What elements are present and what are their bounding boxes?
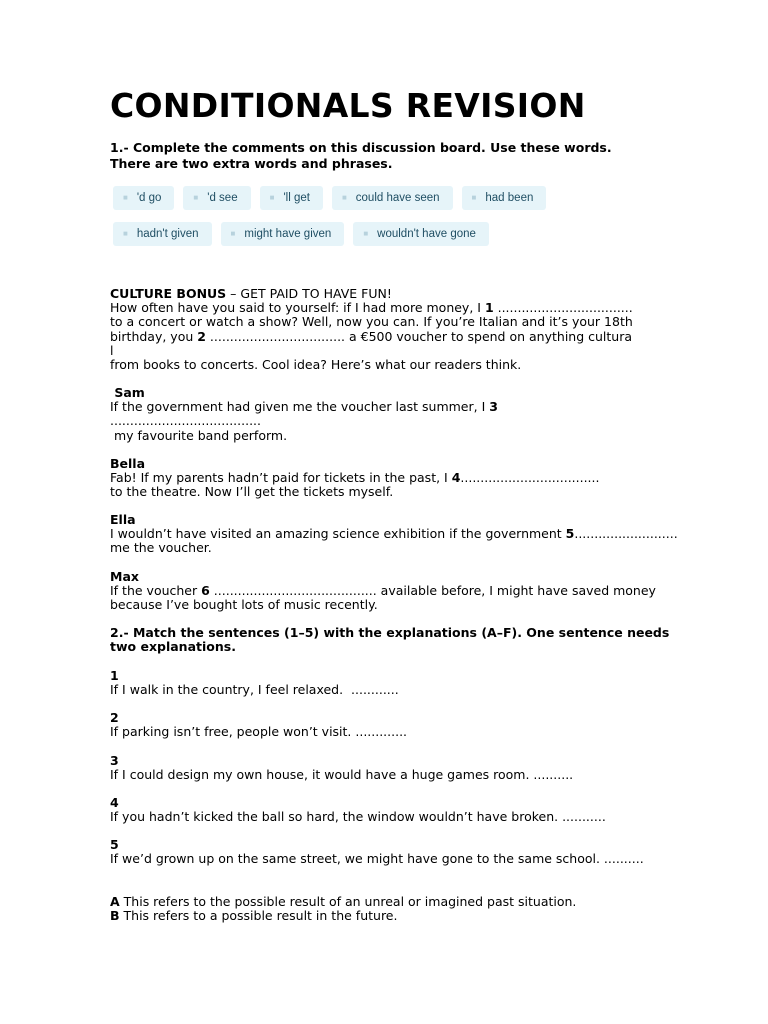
sentence-4: 4 If you hadn’t kicked the ball so hard, the window wouldn’t have broken. ...........: [110, 795, 606, 825]
article-text: CULTURE BONUS – GET PAID TO HAVE FUN! How often have you said to yourself: if I had more money, I 1 .................................. to a concert or watch a show? Well, now you can. If you’re Italian and it’s your 18th birthday, you 2 .................................. a €500 voucher to spend on anything cultura l from books to concerts. Cool idea? Here’s what our readers think.: [110, 286, 633, 373]
comment-bella: Bella Fab! If my parents hadn’t paid for tickets in the past, I 4................................... to the theatre. Now I’ll get the tickets myself.: [110, 456, 600, 500]
word-bank-row-2: [113, 222, 489, 246]
sentence-1: 1 If I walk in the country, I feel relaxed. ............: [110, 668, 399, 698]
explanations: A This refers to the possible result of an unreal or imagined past situation. B This refers to a possible result in the future.: [110, 894, 577, 924]
exercise1-instruction: 1.- Complete the comments on this discussion board. Use these words. There are two extra words and phrases.: [110, 140, 612, 171]
sentence-2: 2 If parking isn’t free, people won’t visit. .............: [110, 710, 408, 740]
bullet-icon: ■: [363, 229, 369, 238]
word-chip[interactable]: ■ 'd see: [183, 186, 250, 210]
exercise2-instruction: 2.- Match the sentences (1–5) with the explanations (A–F). One sentence needs two explanations.: [110, 625, 670, 655]
bullet-icon: ■: [123, 193, 128, 202]
bullet-icon: ■: [269, 193, 275, 202]
page-title: CONDITIONALS REVISION: [110, 86, 586, 125]
word-bank-row-1: [113, 186, 546, 210]
comment-max: Max If the voucher 6 ......................................... available before, I might have saved money because I’ve bought lots of music recently.: [110, 569, 656, 613]
word-chip[interactable]: ■ might have given: [221, 222, 345, 246]
word-chip[interactable]: ■ 'll get: [260, 186, 323, 210]
word-chip[interactable]: ■ wouldn't have gone: [353, 222, 489, 246]
word-chip[interactable]: ■ could have seen: [332, 186, 453, 210]
sentence-3: 3 If I could design my own house, it would have a huge games room. ..........: [110, 753, 574, 783]
bullet-icon: ■: [230, 229, 236, 238]
bullet-icon: ■: [193, 193, 199, 202]
comment-ella: Ella I wouldn’t have visited an amazing science exhibition if the government 5.......................... me the voucher.: [110, 512, 678, 556]
comment-sam: Sam If the government had given me the voucher last summer, I 3 ...................................... my favourite band perform.: [110, 385, 498, 443]
bullet-icon: ■: [471, 193, 477, 202]
word-chip[interactable]: ■ had been: [462, 186, 547, 210]
word-chip[interactable]: ■ hadn't given: [113, 222, 212, 246]
bullet-icon: ■: [123, 229, 128, 238]
bullet-icon: ■: [341, 193, 347, 202]
word-chip[interactable]: ■ 'd go: [113, 186, 174, 210]
sentence-5: 5 If we’d grown up on the same street, we might have gone to the same school. ..........: [110, 837, 644, 867]
